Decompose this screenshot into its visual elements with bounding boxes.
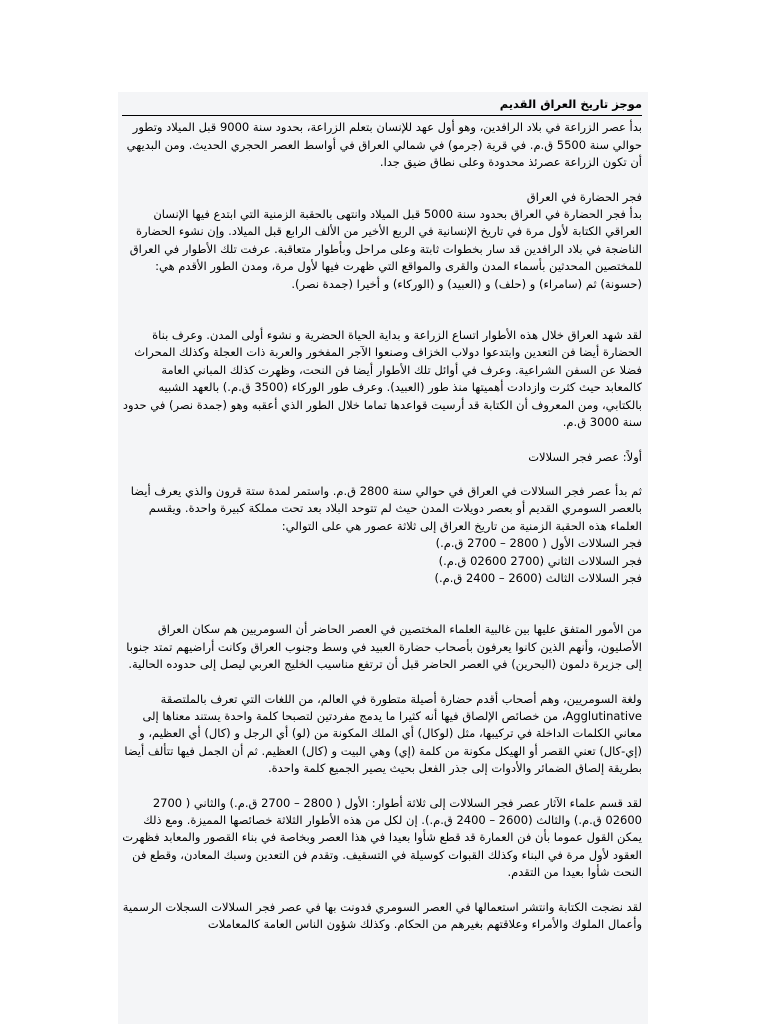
paragraph-agriculture: بدأ عصر الزراعة في بلاد الرافدين، وهو أول عهد للإنسان بتعلم الزراعة، بحدود سنة 9000 قبل الميلاد وتطور حوالي سنة 5500 ق.م. في قرية (جرمو) في شمالي العراق في أواسط العصر الحجري الحديث. ومن البديهي أن تكون الزراعة عصرئذ محدودة وعلى نطاق ضيق جدا. [126, 120, 642, 170]
paragraph-writing: لقد نضجت الكتابة وانتشر استعمالها في العصر السومري فدونت بها في عصر فجر السلالات السجلات الرسمية وأعمال الملوك والأمراء وعلاقتهم بغيرهم من الحكام. وكذلك شؤون الناس العامة كالمعاملات [122, 899, 642, 932]
document-text [118, 92, 648, 933]
document-page [118, 92, 648, 1024]
paragraph-sumerian-language: ولغة السومريين، وهم أصحاب أقدم حضارة أصيلة متطورة في العالم، من اللغات التي تعرف بالملتصقة Agglutinative، من خصائص الإلصاق فيها أنه كثيرا ما يدمج مفردتين لتصبحا كلمة واحدة يستند معناها إلى معاني الكلمات الداخلة في تركيبها، مثل (لوكال) أي الملك المكونة من (لو) أي الرجل و (كال) أي العظيم، و (إي-كال) تعني القصر أو الهيكل مكونة من كلمة (إي) وهي البيت و (كال) العظيم. ثم أن الجمل فيها تتألف أيضا بطريقة إلصاق الضمائر والأدوات إلى جذر الفعل بحيث يصير الجميع كلمة واحدة. [124, 691, 642, 776]
heading-early-dynastic: أولاً: عصر فجر السلالات [528, 449, 642, 464]
list-item-period-1: فجر السلالات الأول ( 2800 – 2700 ق.م.) [435, 536, 642, 551]
document-title: موجز تاريخ العراق القديم [499, 97, 642, 111]
paragraph-achievements: لقد شهد العراق خلال هذه الأطوار اتساع الزراعة و بداية الحياة الحضرية و نشوء أولى المدن. وعرف بناة الحضارة أيضا فن التعدين وابتدعوا دولاب الخزاف وصنعوا الآجر المفخور والعربة ذات العجلة وكذلك المحراث فضلا عن السفن الشراعية. وعرف في أوائل تلك الأطوار أيضا فن النحت، وظهرت كذلك المباني العامة كالمعابد حيث كثرت وازدادت أهميتها منذ طور (العبيد). وعرف طور الوركاء (3500 ق.م.) بالعهد الشبيه بالكتابي، ومن المعروف أن الكتابة قد أرسيت قواعدها تماما خلال الطور الذي أعقبه وهو (جمدة نصر) في حدود سنة 3000 ق.م. [122, 328, 642, 430]
heading-dawn-of-civilization: فجر الحضارة في العراق [526, 189, 642, 204]
paragraph-early-dynastic: ثم بدأ عصر فجر السلالات في العراق في حوالي سنة 2800 ق.م. واستمر لمدة ستة قرون والذي يعرف أيضا بالعصر السومري القديم أو بعصر دويلات المدن حيث لم تتوحد البلاد بعد تحت مملكة كبيرة واحدة. ويقسم العلماء هذه الحقبة الزمنية من تاريخ العراق إلى ثلاثة عصور هي على التوالي: [130, 483, 642, 533]
paragraph-sumerians: من الأمور المتفق عليها بين غالبية العلماء المختصين في العصر الحاضر أن السومريين هم سكان العراق الأصليون، وأنهم الذين كانوا يعرفون بأصحاب حضارة العبيد في وسط وجنوب العراق وكانت أراضيهم تمتد جنوبا إلى جزيرة دلمون (البحرين) في العصر الحاضر قبل أن ترتفع مناسيب الخليج العربي ليصل إلى حدوده الحالية. [126, 622, 642, 672]
paragraph-dawn-of-civilization: بدأ فجر الحضارة في العراق بحدود سنة 5000 قبل الميلاد وانتهى بالحقبة الزمنية التي ابتدع فيها الإنسان العراقي الكتابة لأول مرة في تاريخ الإنسانية في الربع الأخير من الألف الرابع قبل الميلاد. وإن نشوء الحضارة الناضجة في بلاد الرافدين قد سار بخطوات ثابتة وعلى مراحل وبأطوار متعاقبة. عرفت تلك الأطوار في العراق للمختصين المحدثين بأسماء المدن والقرى والمواقع التي ظهرت فيها لأول مرة، ومدن الطور الأقدم هي: (حسونة) ثم (سامراء) و (حلف) و (العبيد) و (الوركاء) و أخيرا (جمدة نصر). [129, 207, 642, 291]
list-item-period-3: فجر السلالات الثالث (2600 – 2400 ق.م.) [434, 570, 642, 585]
list-item-period-2: فجر السلالات الثاني (2700 02600 ق.م.) [438, 553, 642, 568]
paragraph-three-phases: لقد قسم علماء الآثار عصر فجر السلالات إلى ثلاثة أطوار: الأول ( 2800 – 2700 ق.م.) والثاني ( 2700 02600 ق.م.) والثالث (2600 – 2400 ق.م.). إن لكل من هذه الأطوار الثلاثة خصائصها المميزة. ومع ذلك يمكن القول عموما بأن فن العمارة قد قطع شأوا بعيدا في هذا العصر وبخاصة في بناء القصور والمعابد فظهرت العقود لأول مرة في البناء وكذلك القبوات كوسيلة في التسقيف. وتقدم فن التعدين وسبك المعادن، وقطع فن النحت شأوا بعيدا من التقدم. [122, 795, 642, 880]
title-divider [122, 115, 642, 116]
